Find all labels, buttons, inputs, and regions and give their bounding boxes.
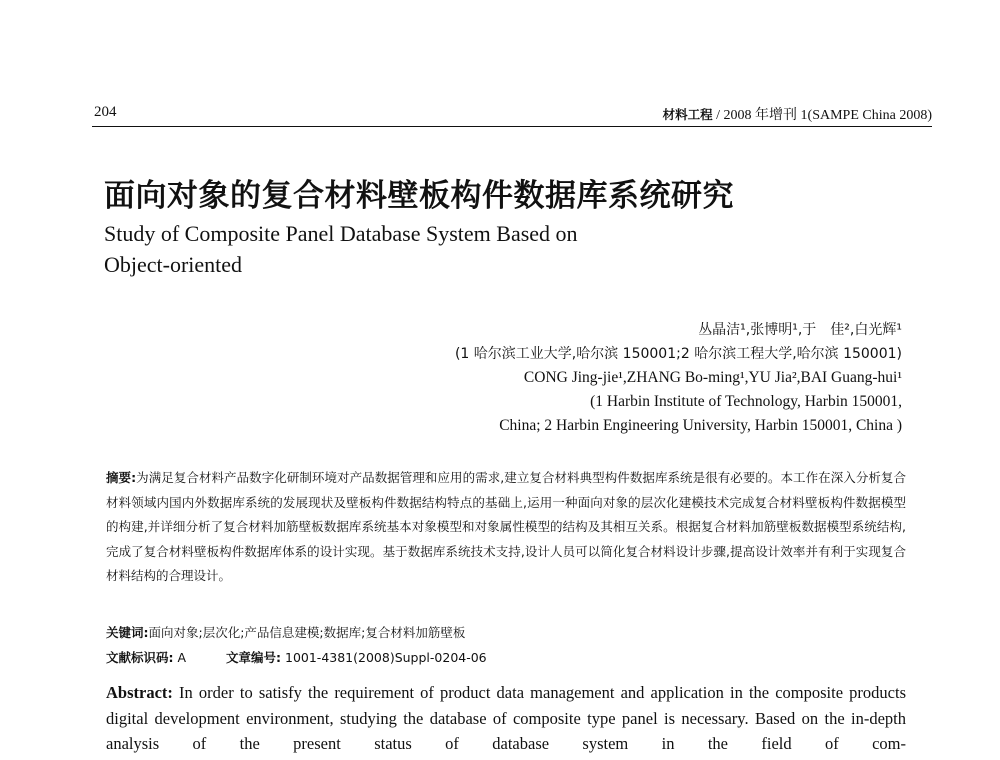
journal-citation — [663, 104, 932, 124]
title-english — [104, 218, 724, 280]
abstract-english-label: Abstract: — [106, 683, 173, 702]
title-english-line-1: Study of Composite Panel Database System Based on — [104, 221, 578, 246]
article-number-value: 1001-4381(2008)Suppl-0204-06 — [285, 650, 487, 665]
page-number: 204 — [94, 104, 117, 120]
abstract-chinese-text: 为满足复合材料产品数字化研制环境对产品数据管理和应用的需求,建立复合材料典型构件数据库系统是很有必要的。本工作在深入分析复合材料领域内国内外数据库系统的发展现状及壁板构件数据结构特点的基础上,运用一种面向对象的层次化建模技术完成复合材料壁板构件数据模型的构建,并详细分析了复合材料加筋壁板数据库系统基本对象模型和对象属性模型的结构及其相互关系。根据复合材料加筋壁板数据模型系统结构,完成了复合材料壁板构件数据库体系的设计实现。基于数据库系统技术支持,设计人员可以简化复合材料设计步骤,提高设计效率并有利于实现复合材料结构的合理设计。 — [106, 470, 906, 583]
abstract-chinese — [106, 466, 906, 589]
author-names-chinese: 丛晶洁¹,张博明¹,于 佳²,白光辉¹ — [698, 322, 902, 338]
affiliation-chinese: (1 哈尔滨工业大学,哈尔滨 150001;2 哈尔滨工程大学,哈尔滨 150001) — [454, 346, 902, 362]
abstract-chinese-label: 摘要: — [106, 470, 137, 485]
keywords-text: 面向对象;层次化;产品信息建模;数据库;复合材料加筋壁板 — [148, 625, 466, 640]
keywords-label: 关键词: — [106, 625, 149, 640]
affiliation-english-line-1: (1 Harbin Institute of Technology, Harbin 150001, — [590, 393, 902, 410]
running-header — [92, 104, 932, 127]
article-number-label: 文章编号: — [226, 650, 282, 665]
abstract-english-text: In order to satisfy the requirement of product data management and application in the composite products digital development environment, studying the database of composite type panel is necessary. Based on the in-depth analysis of the present status of database system in the field of com- — [106, 683, 906, 753]
title-english-line-2: Object-oriented — [104, 252, 243, 277]
keywords-chinese — [106, 623, 906, 641]
abstract-english — [106, 680, 906, 757]
document-info — [106, 648, 906, 666]
affiliation-english-line-2: China; 2 Harbin Engineering University, Harbin 150001, China ) — [499, 417, 902, 434]
title-chinese: 面向对象的复合材料壁板构件数据库系统研究 — [104, 178, 734, 214]
author-names-english: CONG Jing-jie¹,ZHANG Bo-ming¹,YU Jia²,BAI Guang-hui¹ — [523, 369, 902, 386]
journal-name: 材料工程 — [662, 107, 713, 122]
doc-code-label: 文献标识码: — [106, 650, 174, 665]
doc-code-value: A — [177, 650, 187, 665]
journal-issue: / 2008 年增刊 1(SAMPE China 2008) — [712, 108, 932, 123]
author-block — [455, 318, 902, 438]
